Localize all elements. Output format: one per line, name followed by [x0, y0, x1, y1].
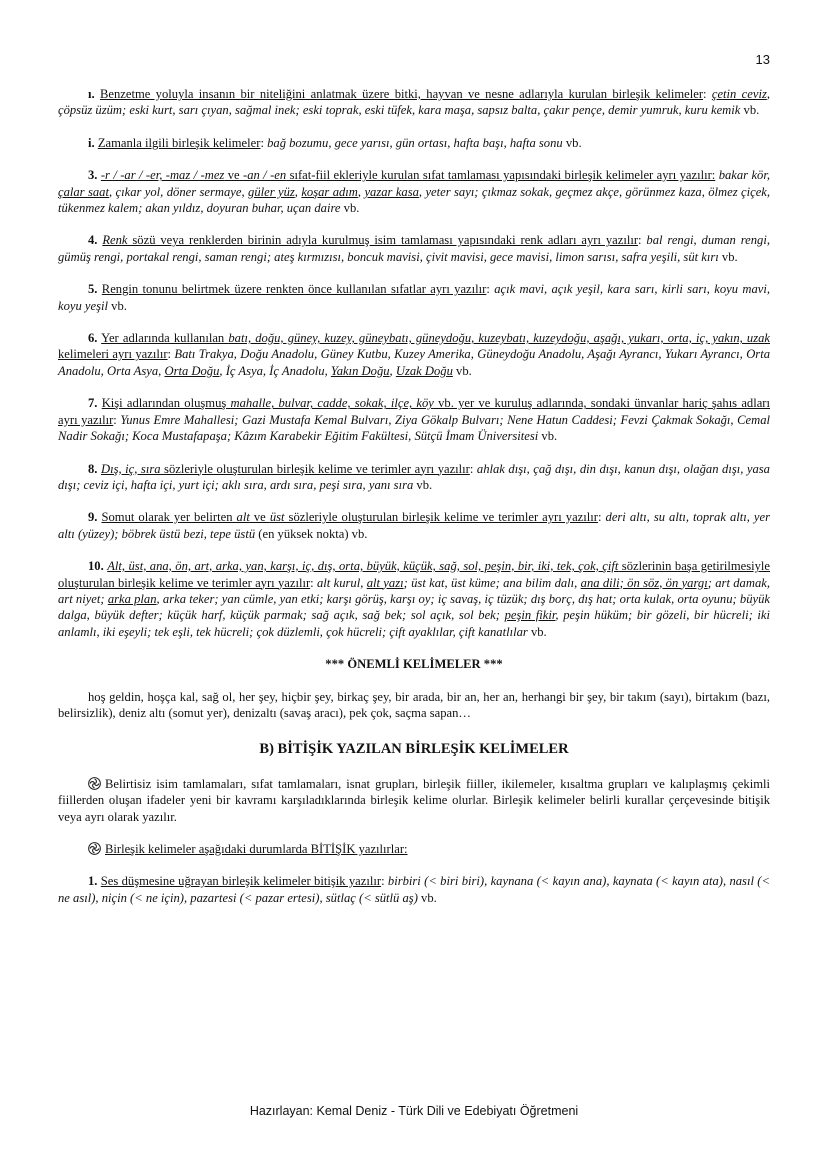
important-words-text: hoş geldin, hoşça kal, sağ ol, her şey, hiçbir şey, birkaç şey, bir arada, bir an, her an, herhangi bir şey, bir takım (sayı), birtakım (bazı, belirsizlik), deniz altı (somut yer), denizaltı (savaş aracı), pek çok, saçma sapan…: [58, 689, 770, 720]
rule-number: 3.: [88, 168, 98, 183]
rule-number: 5.: [88, 282, 98, 297]
rule-text-segment: Yakın Doğu: [330, 363, 390, 378]
rule-text-segment: Alt, üst, ana, ön, art, arka, yan, karşı, iç, dış, orta, büyük, küçük, sağ, sol, peşin, bir, iki, tek, çok, çift: [107, 559, 619, 574]
section-b-heading: B) BİTİŞİK YAZILAN BİRLEŞİK KELİMELER: [259, 741, 569, 758]
page-number: 13: [755, 52, 770, 67]
rule-number: 6.: [88, 331, 98, 346]
rule-paragraph: [58, 135, 770, 151]
rule-paragraph: [58, 330, 770, 379]
rule-text-segment: bal rengi, duman rengi, gümüş rengi, portakal rengi, saman rengi; ateş kırmızısı, boncuk mavisi, çivit mavisi, gece mavisi, limon sarısı, safra yeşili, süt kırı: [58, 233, 770, 264]
rule-text-segment: mahalle, bulvar, cadde, sokak, ilçe, köy: [230, 396, 434, 411]
rule-text-segment: sözleriyle oluşturulan birleşik kelime ve terimler ayrı yazılır: [284, 510, 598, 525]
rule-text-segment: :: [113, 412, 121, 427]
rule-text-segment: Kişi adlarından oluşmuş: [101, 396, 231, 411]
rule-text-segment: vb.: [538, 429, 558, 444]
rule-text-segment: çalar saat: [58, 184, 109, 199]
rule-text-segment: güler yüz: [248, 184, 295, 199]
rule-paragraph: [58, 167, 770, 216]
rule-text-segment: sözü veya renklerden birinin adıyla kurulmuş isim tamlaması yapısındaki renk adları ayrı yazılır: [127, 233, 639, 248]
rule-text-segment: vb.: [108, 298, 127, 313]
rule-text-segment: -r / -ar / -er, -maz / -mez: [100, 168, 225, 183]
rule-text-segment: :: [260, 135, 268, 150]
rule-text-segment: alt yazı: [366, 575, 404, 590]
rule-text-segment: Yunus Emre Mahallesi; Gazi Mustafa Kemal Bulvarı, Ziya Gökalp Bulvarı; Nene Hatun Caddesi; Fevzi Çakmak Sokağı, Cemal Nadir Sokağı; Koca Mustafapaşa; Kâzım Karabekir Eğitim Fakültesi, Sütçü İmam Üniversitesi: [58, 412, 770, 444]
rule-number: 9.: [88, 510, 98, 525]
rule-text-segment: ahlak dışı, çağ dışı, din dışı, kanun dışı, olağan dışı, yasa dışı; ceviz içi, hafta içi, yurt içi; aklı sıra, ardı sıra, peşi sıra, yanı sıra: [58, 461, 770, 492]
rule-text-segment: Benzetme yoluyla insanın bir niteliğini anlatmak üzere bitki, hayvan ve nesne adlarıyla kurulan birleşik kelimeler: [100, 87, 704, 101]
rule-text-segment: Yer adlarında kullanılan: [101, 331, 229, 346]
rule-paragraph: [58, 461, 770, 494]
rule-number: 8.: [88, 461, 98, 476]
rule-text-segment: ve: [249, 510, 270, 525]
rule-text-segment: açık mavi, açık yeşil, kara sarı, kirli sarı, koyu mavi, koyu yeşil: [58, 282, 771, 313]
rule-text-segment: Orta Doğu: [164, 363, 220, 378]
rule-intro-after: yazılırlar:: [355, 842, 408, 856]
rule-text-segment: , çöpsüz üzüm; eski kurt, sarı çıyan, sağmal inek; eski toprak, eski tüfek, kara maşa, sapsız balta, çakır pençe, demir yumruk, kuru kemik: [58, 87, 771, 118]
rule-intro-emph: BİTİŞİK: [310, 842, 356, 856]
rule-text-segment: arka plan: [107, 591, 157, 606]
bitisik-rule-intro: [58, 841, 770, 857]
rule-text-segment: , peşin hüküm; bir gözeli, bir hücreli; iki anlamlı, iki eşeyli; tek eşli, tek hücreli; çok düzlemli, çok hücreli; çift ayaklılar, çift kanatlılar: [58, 608, 770, 639]
rule-text-segment: çetin ceviz: [711, 87, 767, 101]
rule-text-segment: vb.: [340, 201, 360, 216]
rule-text-segment: Uzak Doğu: [395, 363, 453, 378]
rule-text-segment: :: [310, 575, 317, 590]
rule-text-segment: sıfat-fiil ekleriyle kurulan sıfat tamlaması yapısındaki birleşik kelimeler ayrı yazılır:: [286, 168, 716, 183]
rule-text-segment: ,: [389, 363, 396, 378]
rule-title: Ses düşmesine uğrayan birleşik kelimeler bitişik yazılır: [100, 874, 382, 889]
rule-text-segment: ,: [294, 184, 302, 199]
rule-text-segment: Zamanla ilgili birleşik kelimeler: [97, 135, 261, 150]
rule-text-segment: :: [638, 233, 647, 248]
rule-text-segment: vb.: [718, 249, 738, 264]
rule-text-segment: , arka teker; yan cümle, yan etki; karşı görüş, karşı oy; iç savaş, iç tüzük; dış borç, dış hat; orta kulak, orta oyunu; büyük dalga, büyük defter; küçük harf, küçük parmak; sağ açık, sağ bek; sol açık, sol bek;: [58, 591, 770, 623]
rule-text-segment: peşin fikir: [504, 608, 556, 623]
rule-intro-before: Birleşik kelimeler aşağıdaki durumlarda: [105, 842, 311, 856]
rule-text-segment: -an / -en: [243, 168, 287, 183]
rule-text-segment: (en yüksek nokta) vb.: [255, 526, 368, 541]
swirl-bullet-icon: [88, 842, 101, 855]
footer-credit: Hazırlayan: Kemal Deniz - Türk Dili ve Edebiyatı Öğretmeni: [249, 1104, 579, 1118]
rule-text-segment: ; üst kat, üst küme; ana bilim dalı,: [403, 575, 581, 590]
section-a-rules: [58, 86, 770, 640]
rule-text-segment: :: [597, 510, 606, 525]
rule-text-segment: :: [703, 87, 712, 101]
rule-paragraph: [58, 509, 770, 542]
section-b-intro: [58, 776, 770, 825]
rule-examples: birbiri (< biri biri), kaynana (< kayın ana), kaynata (< kayın ata), nasıl (< ne asıl), niçin (< ne için), pazartesi (< pazar ertesi), sütlaç (< sütlü aş): [58, 874, 770, 905]
rule-paragraph: [58, 232, 770, 265]
rule-text-segment: :: [167, 347, 175, 362]
rule-text-segment: batı, doğu, güney, kuzey, güneybatı, güneydoğu, kuzeybatı, kuzeydoğu, aşağı, yukarı, orta, iç, yakın, uzak: [228, 331, 770, 346]
rule-text-segment: :: [469, 461, 477, 476]
rule-number: ı.: [88, 87, 95, 101]
bitisik-rule-1: 1. Ses düşmesine uğrayan birleşik kelimeler bitişik yazılır: birbiri (< biri biri), kaynana (< kayın ana), kaynata (< kayın ata), nasıl (< ne asıl), niçin (< ne için), pazartesi (< pazar ertesi), sütlaç (< sütlü aş) vb.: [58, 874, 770, 905]
rule-text-segment: sözleriyle oluşturulan birleşik kelime ve terimler ayrı yazılır: [160, 461, 470, 476]
rule-text-segment: Batı Trakya, Doğu Anadolu, Güney Kutbu, Kuzey Amerika, Güneydoğu Anadolu, Aşağı Ayrancı, Yukarı Ayrancı, Orta Anadolu, Orta Asya,: [58, 347, 770, 378]
rule-paragraph: [58, 281, 770, 314]
rule-text-segment: alt kurul,: [317, 575, 367, 590]
document-body: [58, 86, 770, 922]
swirl-bullet-icon: [88, 777, 101, 790]
section-b-intro-text: Belirtisiz isim tamlamaları, sıfat tamlamaları, isnat grupları, birleşik fiiller, ikilemeler, kısaltma grupları ve kalıplaşmış çekimli fiillerden oluşan ifadeler yeni bir kavramı karşıladıklarında birleşik kelime olurlar. Birleşik kelimeler belirli kurallar çerçevesinde bitişik veya ayrı olarak yazılır.: [58, 776, 770, 824]
rule-text-segment: vb.: [413, 477, 433, 492]
rule-text-segment: Rengin tonunu belirtmek üzere renkten önce kullanılan sıfatlar ayrı yazılır: [101, 282, 487, 297]
rule-text-segment: Renk: [102, 233, 128, 248]
rule-text-segment: ; art damak, art niyet;: [58, 575, 770, 606]
rule-text-segment: bakar kör,: [715, 168, 771, 183]
rule-paragraph: [58, 86, 770, 119]
rule-suffix: vb.: [417, 890, 437, 905]
rule-text-segment: alt: [236, 510, 250, 525]
rule-text-segment: vb.: [527, 624, 547, 639]
rule-text-segment: vb.: [562, 135, 582, 150]
rule-text-segment: kelimeleri ayrı yazılır: [58, 347, 168, 362]
rule-text-segment: vb.: [740, 103, 760, 118]
rule-text-segment: :: [486, 282, 495, 297]
rule-text-segment: bağ bozumu, gece yarısı, gün ortası, hafta başı, hafta sonu: [267, 135, 563, 150]
rule-number: 10.: [88, 559, 104, 574]
rule-paragraph: [58, 395, 770, 444]
rule-text-segment: ana dili; ön söz, ön yargı: [580, 575, 708, 590]
rule-text-segment: Somut olarak yer belirten: [101, 510, 237, 525]
rule-text-segment: ve: [224, 168, 243, 183]
rule-text-segment: sözlerinin başa getirilmesiyle oluşturulan birleşik kelime ve terimler ayrı yazılır: [58, 559, 771, 590]
rule-text-segment: koşar adım: [301, 184, 358, 199]
rule-text-segment: yazar kasa: [364, 184, 419, 199]
rule-text-segment: , çıkar yol, döner sermaye,: [108, 184, 249, 199]
rule-text-segment: , yeter sayı; çıkmaz sokak, geçmez akçe, görünmez kaza, ölmez çiçek, tükenmez kalem; akan yıldız, doyuran buhar, uçan daire: [58, 184, 771, 216]
rule-text-segment: üst: [269, 510, 285, 525]
rule-text-segment: vb.: [452, 363, 472, 378]
rule-paragraph: [58, 558, 770, 640]
rule-number: 7.: [88, 396, 98, 411]
important-words-heading: *** ÖNEMLİ KELİMELER ***: [325, 657, 503, 672]
rule-text-segment: vb. yer ve kuruluş adlarında, sondaki ünvanlar hariç şahıs adları ayrı yazılır: [58, 396, 770, 427]
rule-text-segment: Dış, iç, sıra: [100, 461, 161, 476]
rule-text-segment: ,: [357, 184, 365, 199]
rule-number: i.: [88, 135, 95, 150]
rule-number: 1.: [88, 874, 98, 889]
rule-number: 4.: [88, 233, 98, 248]
rule-text-segment: deri altı, su altı, toprak altı, yer altı (yüzey); böbrek üstü bezi, tepe üstü: [58, 510, 771, 541]
rule-text-segment: , İç Asya, İç Anadolu,: [219, 363, 331, 378]
